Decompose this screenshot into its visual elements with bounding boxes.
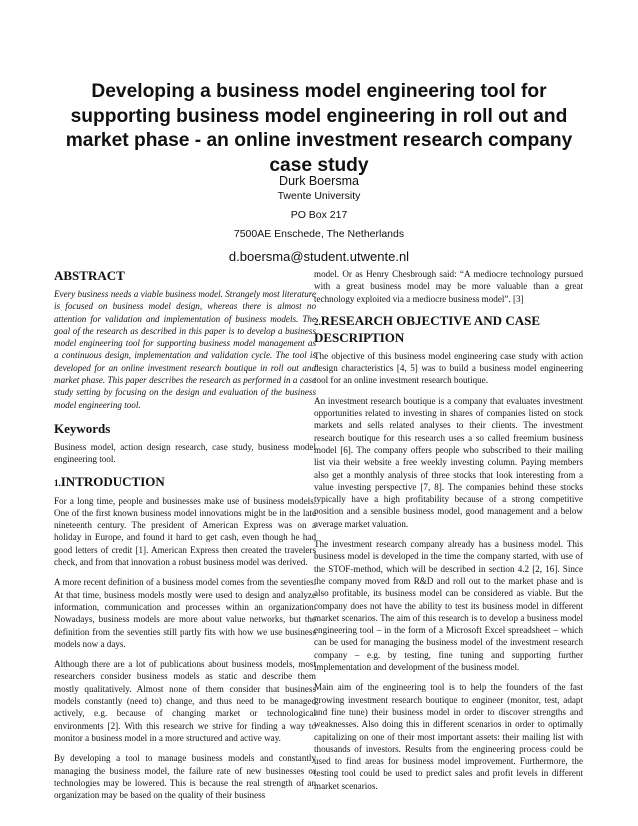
right-column xyxy=(314,268,583,800)
left-column xyxy=(54,268,316,809)
intro-paragraph-3: Although there are a lot of publications about business models, most researchers consider business models as static and describe them mostly qualitatively. Almost none of them consider that business models constantly (need to) change, and thus need to be managed actively, e.g. because of changing market or technological environments [2]. With this research we strive for finding a way to monitor a business model in a more structured and active way. xyxy=(54,659,316,743)
author-affiliation-city: 7500AE Enschede, The Netherlands xyxy=(233,228,405,240)
intro-paragraph-4: By developing a tool to manage business models and constantly managing the business model, the failure rate of new businesses or technologies may be lowered. This is because the real strength of an organization may be based on the quality of their business xyxy=(54,753,316,801)
author-affiliation-university: Twente University xyxy=(277,190,361,202)
research-title: RESEARCH OBJECTIVE AND CASE DESCRIPTION xyxy=(314,312,540,345)
keywords-heading: Keywords xyxy=(54,420,111,436)
author-name: Durk Boersma xyxy=(279,174,359,188)
author-email: d.boersma@student.utwente.nl xyxy=(228,249,410,264)
introduction-heading xyxy=(54,474,316,491)
keywords-text: Business model, action design research, case study, business model engineering tool. xyxy=(54,441,316,465)
research-paragraph-4: Main aim of the engineering tool is to help the founders of the fast growing investment research boutique to engineer (monitor, test, adapt and fine tune) their business model in order to discover strengths and weaknesses. Also doing this in different scenarios in order to optimally capitalizing on one of their most important assets: their mailing list with thousands of investors. Results from the engineering process could be used to find areas for business model improvement. Furthermore, the testing tool could be used to predict sales and profit levels in different market scenarios. xyxy=(314,682,583,791)
research-paragraph-2: An investment research boutique is a company that evaluates investment opportunities related to investing in shares of companies listed on stock markets and sells related analyses to their clients. The investment research boutique for this research uses a so called freemium business model [6]. The company offers people who subscribed to their mailing list via their website a free weekly investing column. Paying members also get a monthly analysis of three stocks that look interesting from a value investing perspective [7, 8]. The companies behind these stocks typically have a high profitability because of a strong competitive position and a sensible business model, good management and a below average market valuation. xyxy=(314,395,583,529)
research-paragraph-3: The investment research company already has a business model. This business model is developed in the time the company started, with use of the STOF-method, which will be described in section 4.2 [2, 16]. Since the company moved from R&D and roll out to the market phase and is also profitable, its business model can be considered as viable. But the company does not have the ability to test its business model in different market scenarios. The aim of this research is to develop a business model engineering tool – in the form of a Microsoft Excel spreadsheet – which can be used for managing the business model of the investment research company – e.g. by testing, fine tuning and supporting further implementation and development of the business model. xyxy=(314,539,583,673)
author-block xyxy=(150,174,488,265)
paper-title: Developing a business model engineering tool for supporting business model engineering in roll out and market phase - an online investment research company case study xyxy=(65,81,573,176)
abstract-heading: ABSTRACT xyxy=(54,268,125,283)
intro-paragraph-2: A more recent definition of a business model comes from the seventies. At that time, business models mostly were used to design and analyze information, communication and processes within an organization. Nowadays, business models are more about value networks, but the definition from the seventies still partly fits with how we use business models now a days. xyxy=(54,577,316,649)
introduction-number: 1. xyxy=(54,477,61,488)
introduction-title: INTRODUCTION xyxy=(60,473,165,489)
author-affiliation-pobox: PO Box 217 xyxy=(290,209,348,221)
research-paragraph-1: The objective of this business model engineering case study with action design characteristics [4, 5] was to build a business model engineering tool for an online investment research boutique. xyxy=(314,350,583,386)
abstract-text: Every business needs a viable business model. Strangely most literature is focused on business model design, whereas there is almost no attention for validation and implementation of business models. The goal of the research as described in this paper is to develop a business model engineering tool for supporting business model management as a continuous design, implementation and validation cycle. The tool is developed for an online investment research boutique in roll out and market phase. This paper describes the research as performed in a case study setting by focusing on the design and evaluation of the business model engineering tool. xyxy=(54,289,316,410)
research-number: 2. xyxy=(314,316,321,327)
intro-paragraph-1: For a long time, people and businesses make use of business models. One of the first known business model innovations might be in the late nineteenth century. The president of American Express was on a holiday in Europe, and found it hard to get cash, even though he had good letters of credit [1]. American Express then created the travelers check, and from that innovation a robust business model was derived. xyxy=(54,495,316,568)
intro-paragraph-4-continued: model. Or as Henry Chesbrough said: “A mediocre technology pursued with a great business model may be more valuable than a great technology exploited via a mediocre business model”. [3] xyxy=(314,269,583,304)
research-heading xyxy=(314,313,583,346)
